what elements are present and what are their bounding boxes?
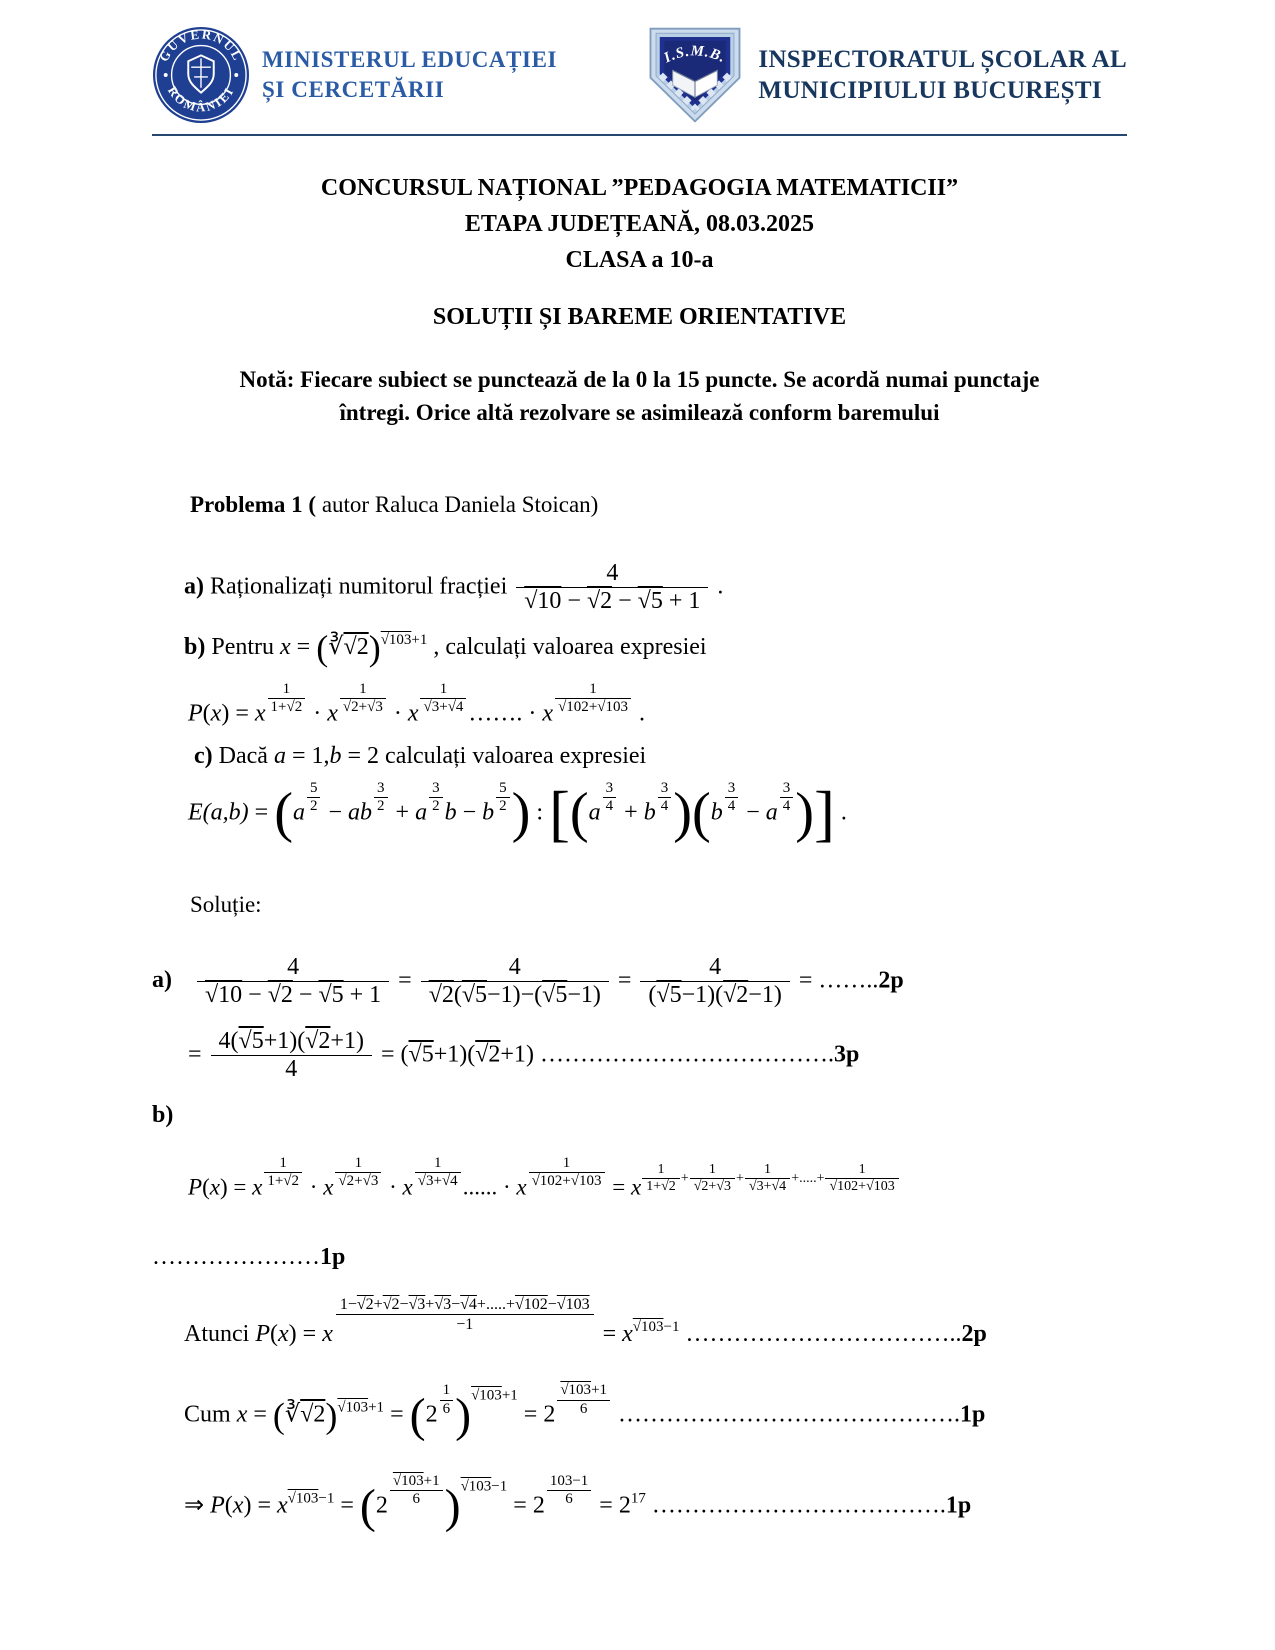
big-exponent-fraction: $\frac{1-√2+√2-√3+√3-√4+.....+√102-√103}{-1}$ — [336, 1295, 594, 1334]
exponent: √103−1 — [632, 1319, 680, 1336]
government-seal-icon — [152, 26, 250, 124]
paren: ( — [316, 627, 329, 668]
cum-line: Cum x = (∛√2)$^{√103+1}$ = (2 $\frac{1}{6}$ )$^{√103+1}$ = 2 $\frac{√103+1}{6}$ …………………………………….1p — [184, 1382, 986, 1443]
dotted-leader: ……………………………………. — [612, 1401, 961, 1428]
title-block — [152, 170, 1127, 278]
big-paren: ) — [511, 781, 531, 844]
stage-date-line: ETAPA JUDEȚEANĂ, 08.03.2025 — [464, 211, 815, 237]
paren: ) — [368, 627, 381, 668]
solution-px-line: P(x) = x $\frac{1}{1+√2}$ · x $\frac{1}{√2+√3}$ · x $\frac{1}{√3+√4}$ ...... · x $\frac{1}{√102+√103}$ = x $\frac{1}{1+√2}$ + $\frac{1}{√2+√3}$ + $\frac{1}{√3+√4}$ +.....+ $\frac{1}{√102+√103}$ — [152, 1155, 1127, 1200]
problem-author: autor Raluca Daniela Stoican) — [316, 491, 599, 517]
grading-note — [152, 363, 1127, 430]
dotted-leader: …………………………….. — [679, 1321, 962, 1348]
class-line: CLASA a 10-a — [565, 247, 714, 273]
denominator: √10 − √2 − √5 + 1 — [516, 587, 708, 616]
big-paren: ) — [673, 781, 692, 844]
note-line1: Notă: Fiecare subiect se punctează de la 0 la 15 puncte. Se acordă numai punctaje — [239, 367, 1040, 392]
problem-part-b: b) Pentru x = (∛√2)$^{√103+1}$ , calculați valoarea expresiei — [184, 627, 707, 668]
ministry-name — [262, 45, 557, 105]
final-line: ⇒ $P(x) = x^{√103-1} = (2$ $\frac{√103+1}{6}$ )$^{√103-1}$ = 2 $\frac{103-1}{6}$ = $2^{17}$ ……………………………….1p — [184, 1472, 972, 1533]
subtitle: SOLUȚII ȘI BAREME ORIENTATIVE — [432, 304, 847, 330]
dotted-leader: ………………………………. — [533, 1041, 834, 1068]
solution-a-line1: a) $\frac{4}{√10 - √2 - √5 + 1}$ = $\frac{4}{√2(√5-1)-(√5-1)}$ = $\frac{4}{(√5-1)(√2-1)}$ = ……..2p — [152, 953, 904, 1009]
radical: √2 — [586, 588, 613, 615]
e-expression: E(a,b) = (a $\frac{5}{2}$ − ab $\frac{3}{2}$ + a $\frac{3}{2}$ b − b $\frac{5}{2}$ ) : [(a $\frac{3}{4}$ + b $\frac{3}{4}$ )(b $\frac{3}{4}$ − a $\frac{3}{4}$ )] . — [188, 778, 847, 848]
exponent: 17 — [630, 1490, 646, 1507]
big-paren: ) — [795, 781, 815, 844]
big-paren: ( — [274, 781, 293, 844]
exponent: √103+1 — [380, 631, 428, 648]
exponent-fraction: $\frac{1}{√3+√4}$ — [420, 681, 466, 717]
big-paren: ( — [691, 781, 711, 844]
radical: √2 — [343, 633, 369, 660]
text: Raționalizați numitorul fracției — [204, 573, 514, 600]
cube-root: ∛ — [284, 1401, 301, 1428]
solution-heading: Soluție: — [190, 891, 262, 917]
exponent-sum: $\frac{1}{1+√2}$ + $\frac{1}{√2+√3}$ + $\frac{1}{√3+√4}$ +.....+ $\frac{1}{√102+√103}$ — [641, 1162, 900, 1195]
radical: √5 — [637, 588, 663, 615]
label-b: b) — [184, 633, 206, 660]
inspectorate-line2: MUNICIPIULUI BUCUREȘTI — [758, 77, 1102, 104]
points-badge: 1p — [960, 1401, 986, 1428]
label-b: b) — [152, 1101, 174, 1128]
exponent-fraction: $\frac{1}{√102+√103}$ — [555, 681, 631, 717]
ismb-acronym: I.S.M.B. — [661, 43, 730, 67]
label-c: c) — [194, 743, 213, 769]
points-line-1p — [152, 1244, 1127, 1271]
implies-arrow: ⇒ — [184, 1492, 211, 1519]
exponent: √103−1 — [460, 1478, 508, 1495]
problem-heading — [152, 492, 1127, 518]
exponent-fraction: $\frac{1}{1+√2}$ — [268, 681, 306, 717]
numerator: 4 — [606, 559, 619, 586]
ministry-line2: ȘI CERCETĂRII — [262, 77, 445, 102]
big-bracket: ] — [814, 778, 835, 848]
points-badge: 2p — [961, 1321, 987, 1348]
exponent: √103+1 — [471, 1387, 518, 1404]
problem-part-a: a) Raționalizați numitorul fracției $\frac{4}{√10 - √2 - √5 + 1}$ . — [184, 559, 724, 615]
problem-number: Problema 1 ( — [190, 491, 317, 517]
cube-root: ∛ — [328, 633, 344, 660]
seal-top-text: GUVERNUL — [156, 27, 246, 64]
big-bracket: [ — [549, 778, 570, 848]
page-header — [152, 24, 1127, 126]
label-a: a) — [184, 573, 204, 600]
solution-a-line2: = $\frac{4(√5+1)(√2+1)}{4}$ = (√5+1)(√2+1) ……………………………….3p — [188, 1027, 860, 1083]
ministry-logo-group — [152, 26, 557, 124]
note-line2: întregi. Orice altă rezolvare se asimilează conform baremului — [339, 400, 940, 426]
points-badge: 3p — [833, 1041, 860, 1068]
atunci-line: Atunci P(x) = x $\frac{1-√2+√2-√3+√3-√4+.....+√102-√103}{-1}$ = $x^{√103-1}$ ……………………………..2p — [184, 1296, 987, 1348]
header-divider — [152, 134, 1127, 136]
dotted-leader: ………………………………. — [645, 1492, 946, 1519]
inspectorate-name — [758, 44, 1127, 107]
label-a: a) — [152, 967, 172, 994]
solution-b-label — [152, 1102, 1127, 1129]
points-badge: 2p — [878, 967, 904, 994]
exponent: √103−1 — [287, 1490, 335, 1507]
points-badge: 1p — [320, 1244, 346, 1271]
contest-title: CONCURSUL NAȚIONAL ”PEDAGOGIA MATEMATICII” — [320, 175, 959, 201]
px-definition: P(x) = x $\frac{1}{1+√2}$ · x $\frac{1}{√2+√3}$ · x $\frac{1}{√3+√4}$ ……. · x $\frac{1}{√102+√103}$ . — [188, 680, 646, 726]
inspectorate-line1: INSPECTORATUL ȘCOLAR AL — [758, 45, 1127, 73]
ministry-line1: MINISTERUL EDUCAȚIEI — [262, 47, 558, 73]
points-badge: 1p — [945, 1492, 972, 1519]
problem-part-c: c) Dacă a = 1,b = 2 calculați valoarea expresiei — [194, 743, 647, 769]
ismb-shield-icon — [644, 24, 746, 126]
ismb-logo-group — [644, 24, 1127, 126]
radical: √10 — [524, 588, 562, 615]
variable-x: x — [280, 633, 291, 660]
exponent-fraction: $\frac{1}{√2+√3}$ — [340, 681, 386, 717]
dotted-leader: …….. — [818, 967, 879, 994]
big-paren: ( — [569, 781, 589, 844]
dotted-leader: ………………… — [152, 1244, 320, 1271]
fraction — [516, 560, 708, 616]
exponent: √103+1 — [337, 1399, 385, 1416]
seal-bottom-text: ROMÂNIEI — [164, 83, 237, 115]
